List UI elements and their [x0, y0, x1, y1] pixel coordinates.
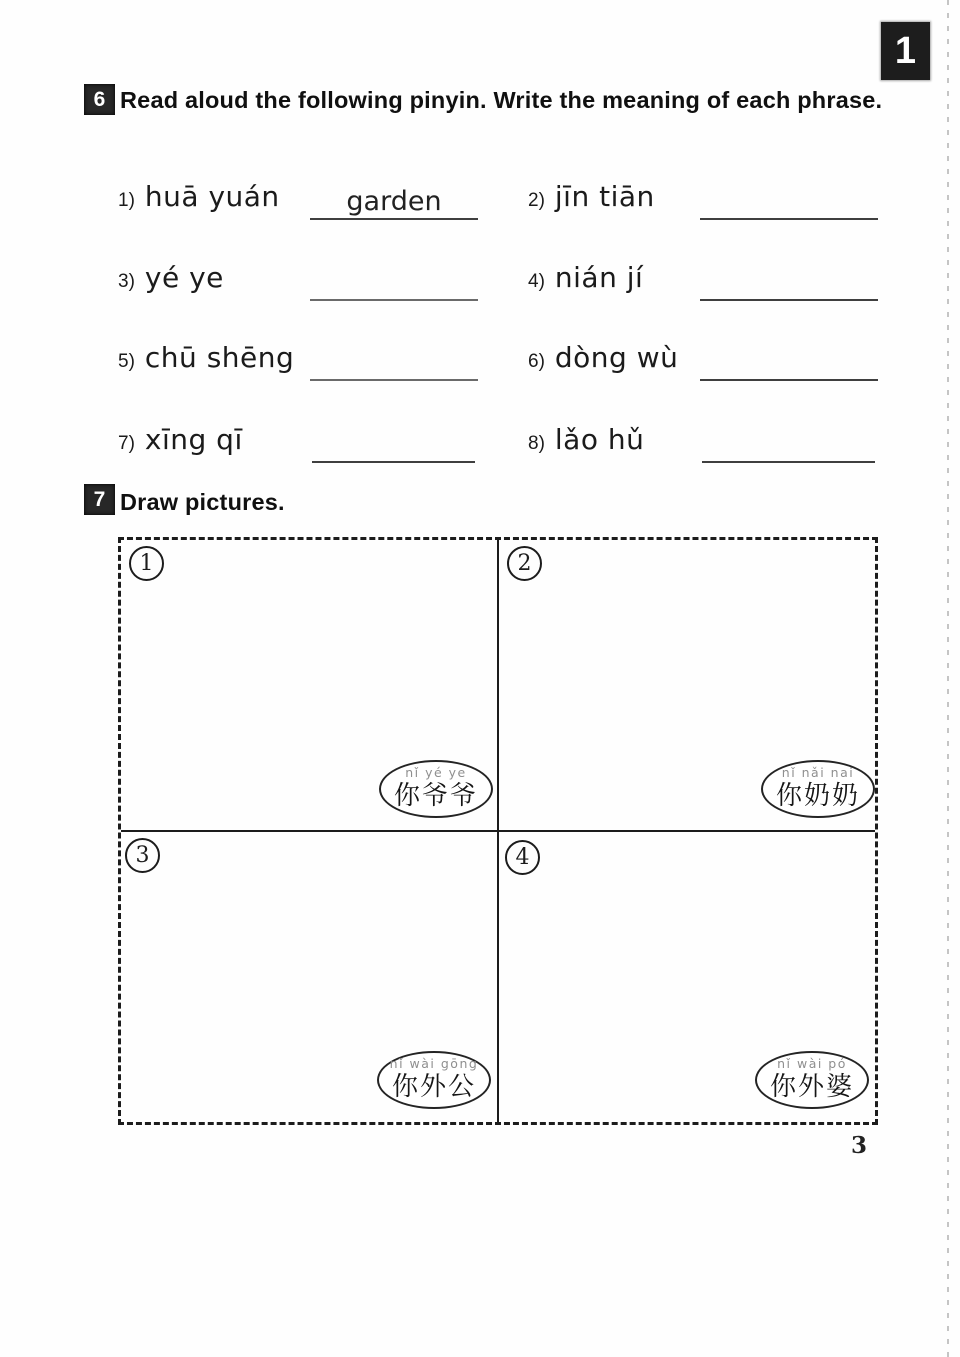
oval-hanzi: 你奶奶 [775, 781, 860, 812]
item-number: 5) [118, 351, 135, 372]
pinyin-item-2 [528, 180, 655, 213]
word-oval-ni-ye-ye [379, 760, 493, 818]
item-pinyin: chū shēng [144, 341, 295, 374]
item-pinyin: nián jí [554, 261, 644, 294]
item-number: 7) [118, 433, 135, 454]
item-pinyin: dòng wù [554, 341, 679, 374]
item-number: 2) [528, 190, 545, 211]
item-pinyin: xīng qī [144, 423, 243, 456]
oval-pinyin: nǐ wài pó [777, 1055, 847, 1071]
exercise-6-title: Read aloud the following pinyin. Write the meaning of each phrase. [120, 87, 883, 113]
pinyin-item-8 [528, 423, 644, 456]
oval-hanzi: 你爷爷 [393, 781, 478, 812]
item-number: 4) [528, 271, 545, 292]
answer-blank-8[interactable] [702, 423, 875, 463]
page-number: 3 [851, 1132, 868, 1159]
answer-blank-1[interactable] [310, 180, 478, 220]
word-oval-ni-wai-po [755, 1051, 869, 1109]
word-oval-ni-wai-gong [377, 1051, 491, 1109]
unit-number-tab: 1 [881, 22, 930, 80]
oval-hanzi: 你外公 [391, 1072, 476, 1103]
item-pinyin: yé ye [144, 261, 224, 294]
item-number: 3) [118, 271, 135, 292]
item-pinyin: jīn tiān [554, 180, 655, 213]
quadrant-1-label: 1 [129, 546, 164, 581]
answer-blank-7[interactable] [312, 423, 475, 463]
answer-text: garden [346, 186, 442, 217]
oval-pinyin: nǐ yé ye [405, 764, 467, 780]
item-pinyin: lǎo hǔ [554, 423, 645, 456]
oval-pinyin: nǐ wài gōng [389, 1055, 479, 1071]
answer-blank-4[interactable] [700, 261, 878, 301]
quadrant-4-label: 4 [505, 840, 540, 875]
answer-blank-2[interactable] [700, 180, 878, 220]
pinyin-item-5 [118, 341, 294, 374]
item-number: 6) [528, 351, 545, 372]
pinyin-item-7 [118, 423, 243, 456]
item-number: 1) [118, 190, 135, 211]
item-pinyin: huā yuán [144, 180, 280, 213]
scan-artifact-line [947, 0, 949, 1357]
draw-pictures-grid [118, 537, 878, 1125]
quadrant-2-label: 2 [507, 546, 542, 581]
exercise-6-badge: 6 [84, 84, 115, 115]
word-oval-ni-nai-nai [761, 760, 875, 818]
exercise-7-badge: 7 [84, 484, 115, 515]
grid-horizontal-divider [121, 830, 875, 832]
quadrant-3-label: 3 [125, 838, 160, 873]
exercise-7-title: Draw pictures. [120, 489, 285, 515]
item-number: 8) [528, 433, 545, 454]
oval-hanzi: 你外婆 [769, 1072, 854, 1103]
oval-pinyin: nǐ nǎi nai [781, 764, 855, 780]
pinyin-item-1 [118, 180, 280, 213]
pinyin-item-3 [118, 261, 224, 294]
answer-blank-3[interactable] [310, 261, 478, 301]
pinyin-item-6 [528, 341, 678, 374]
answer-blank-5[interactable] [310, 341, 478, 381]
pinyin-item-4 [528, 261, 643, 294]
answer-blank-6[interactable] [700, 341, 878, 381]
